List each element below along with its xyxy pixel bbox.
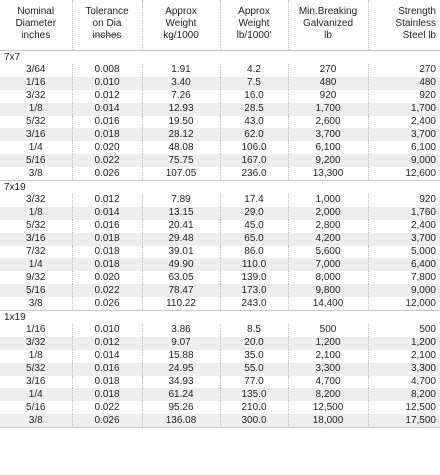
cell-strength-stainless: 2,400 — [368, 116, 440, 129]
cell-approx-weight-kg: 12.93 — [142, 103, 220, 116]
cell-nominal-diameter: 1/8 — [0, 207, 72, 220]
cell-nominal-diameter: 5/32 — [26, 220, 46, 232]
cell-approx-weight-kg: 7.89 — [142, 194, 220, 207]
cell-nominal-diameter: 3/16 — [26, 376, 46, 388]
header-row — [0, 0, 440, 51]
cell-nominal-diameter: 3/32 — [0, 337, 72, 350]
cell-strength-stainless: 5,000 — [368, 246, 440, 259]
cell-strength-stainless: 6,400 — [368, 258, 440, 271]
cell-tolerance-on-dia: 0.018 — [72, 258, 142, 271]
header-min-breaking-galvanized — [288, 0, 368, 51]
cell-nominal-diameter: 1/16 — [0, 77, 72, 90]
cell-tolerance-on-dia: 0.022 — [72, 401, 142, 414]
cell-nominal-diameter: 5/16 — [0, 154, 72, 167]
cell-strength-stainless: 1,200 — [368, 337, 440, 350]
cell-tolerance-on-dia: 0.018 — [72, 233, 142, 246]
header-line: Min.Breaking — [298, 6, 358, 17]
cell-min-breaking-galvanized: 270 — [288, 64, 368, 77]
table-row — [0, 376, 440, 389]
group-label: 7x19 — [0, 181, 440, 195]
cell-nominal-diameter: 9/32 — [26, 271, 46, 283]
cell-approx-weight-kg: 110.22 — [142, 297, 220, 310]
cell-approx-weight-kg: 48.08 — [142, 141, 220, 154]
cell-approx-weight-kg: 15.88 — [142, 350, 220, 363]
table-row — [0, 220, 440, 233]
table-body — [0, 51, 440, 428]
cell-min-breaking-galvanized: 13,300 — [288, 167, 368, 180]
cell-approx-weight-kg: 24.95 — [142, 363, 220, 376]
cell-min-breaking-galvanized: 2,800 — [288, 220, 368, 233]
cell-tolerance-on-dia: 0.014 — [72, 350, 142, 363]
header-line: kg/1000 — [163, 30, 199, 41]
cell-approx-weight-kg: 1.91 — [142, 64, 220, 77]
cell-approx-weight-kg: 28.12 — [142, 128, 220, 141]
cell-tolerance-on-dia: 0.016 — [72, 220, 142, 233]
header-approx-weight-lb — [220, 0, 288, 51]
table-row — [0, 154, 440, 167]
table-row — [0, 64, 440, 77]
table-row — [0, 128, 440, 141]
cell-nominal-diameter: 5/32 — [0, 363, 72, 376]
header-line: Steel lb — [402, 30, 436, 41]
header-line: Diameter — [15, 18, 57, 29]
cell-strength-stainless: 920 — [368, 90, 440, 103]
table-row — [0, 90, 440, 103]
cell-approx-weight-lb: 173.0 — [220, 284, 288, 297]
cell-approx-weight-kg: 107.05 — [142, 167, 220, 180]
cell-strength-stainless: 6,100 — [368, 141, 440, 154]
table-row — [0, 103, 440, 116]
cell-strength-stainless: 12,000 — [368, 297, 440, 310]
header-line: Strength — [398, 6, 436, 17]
cell-approx-weight-lb: 62.0 — [220, 128, 288, 141]
cell-approx-weight-kg: 9.07 — [142, 337, 220, 350]
cell-approx-weight-kg: 136.08 — [142, 414, 220, 427]
cell-approx-weight-lb: 20.0 — [220, 337, 288, 350]
cell-approx-weight-lb: 29.0 — [220, 207, 288, 220]
cell-approx-weight-kg: 39.01 — [142, 246, 220, 259]
header-line: lb/1000' — [236, 30, 272, 41]
cell-approx-weight-lb: 139.0 — [220, 271, 288, 284]
cell-tolerance-on-dia: 0.018 — [72, 388, 142, 401]
cell-nominal-diameter: 5/16 — [26, 401, 46, 413]
header-line: Approx — [165, 6, 197, 17]
cell-nominal-diameter: 3/32 — [26, 90, 46, 102]
cell-strength-stainless: 270 — [368, 64, 440, 77]
group-row — [0, 51, 440, 65]
cell-approx-weight-lb: 17.4 — [220, 194, 288, 207]
cell-approx-weight-lb: 8.5 — [220, 324, 288, 337]
header-line: Tolerance — [85, 6, 129, 17]
cell-nominal-diameter: 1/8 — [28, 350, 43, 362]
header-line: on Dia — [92, 18, 122, 29]
cell-tolerance-on-dia: 0.026 — [72, 297, 142, 310]
cell-approx-weight-kg: 3.40 — [142, 77, 220, 90]
cell-strength-stainless: 12,600 — [368, 167, 440, 180]
cell-strength-stainless: 12,500 — [368, 401, 440, 414]
cell-tolerance-on-dia: 0.026 — [72, 414, 142, 427]
cell-approx-weight-lb: 45.0 — [220, 220, 288, 233]
header-line: Weight — [165, 18, 197, 29]
cell-approx-weight-kg: 20.41 — [142, 220, 220, 233]
table-row — [0, 297, 440, 310]
cell-approx-weight-lb: 110.0 — [220, 258, 288, 271]
cell-tolerance-on-dia: 0.018 — [72, 246, 142, 259]
cell-strength-stainless: 500 — [368, 324, 440, 337]
cell-nominal-diameter: 5/16 — [0, 284, 72, 297]
table-row — [0, 141, 440, 154]
table-row — [0, 271, 440, 284]
cell-strength-stainless: 3,300 — [368, 363, 440, 376]
cell-min-breaking-galvanized: 480 — [288, 77, 368, 90]
cell-min-breaking-galvanized: 9,200 — [288, 154, 368, 167]
cell-approx-weight-kg: 19.50 — [142, 116, 220, 129]
cell-nominal-diameter: 3/64 — [26, 64, 46, 76]
cell-tolerance-on-dia: 0.012 — [72, 194, 142, 207]
header-line: inches — [92, 30, 122, 41]
cell-tolerance-on-dia: 0.008 — [72, 64, 142, 77]
cell-approx-weight-lb: 65.0 — [220, 233, 288, 246]
header-tolerance-on-dia — [72, 0, 142, 51]
table-row — [0, 246, 440, 259]
header-line: Galvanized — [302, 18, 354, 29]
table-row — [0, 284, 440, 297]
cell-strength-stainless: 7,800 — [368, 271, 440, 284]
cell-approx-weight-lb: 210.0 — [220, 401, 288, 414]
cell-strength-stainless: 9,000 — [368, 154, 440, 167]
cell-approx-weight-kg: 95.26 — [142, 401, 220, 414]
table-row — [0, 116, 440, 129]
table-row — [0, 207, 440, 220]
cell-approx-weight-lb: 4.2 — [220, 64, 288, 77]
cell-strength-stainless: 3,700 — [368, 128, 440, 141]
cell-strength-stainless: 1,760 — [368, 207, 440, 220]
cell-nominal-diameter: 3/32 — [26, 194, 46, 206]
header-line: Stainless — [395, 18, 436, 29]
cell-tolerance-on-dia: 0.020 — [72, 141, 142, 154]
table-row — [0, 350, 440, 363]
cell-strength-stainless: 17,500 — [368, 414, 440, 427]
cell-nominal-diameter: 3/16 — [0, 128, 72, 141]
cell-strength-stainless: 2,100 — [368, 350, 440, 363]
table-header — [0, 0, 440, 51]
cell-approx-weight-lb: 86.0 — [220, 246, 288, 259]
header-line: lb — [324, 30, 332, 41]
cell-min-breaking-galvanized: 3,300 — [288, 363, 368, 376]
cell-min-breaking-galvanized: 9,800 — [288, 284, 368, 297]
cell-strength-stainless: 920 — [368, 194, 440, 207]
table-row — [0, 401, 440, 414]
cell-min-breaking-galvanized: 920 — [288, 90, 368, 103]
table-row — [0, 258, 440, 271]
cell-approx-weight-kg: 34.93 — [142, 376, 220, 389]
cell-min-breaking-galvanized: 4,700 — [288, 376, 368, 389]
header-line: inches — [21, 30, 51, 41]
cell-nominal-diameter: 1/8 — [0, 103, 72, 116]
cell-tolerance-on-dia: 0.010 — [72, 324, 142, 337]
table-row — [0, 363, 440, 376]
cell-nominal-diameter: 7/32 — [26, 246, 46, 258]
group-label: 1x19 — [0, 311, 440, 325]
cell-approx-weight-lb: 35.0 — [220, 350, 288, 363]
cell-approx-weight-lb: 167.0 — [220, 154, 288, 167]
cell-nominal-diameter: 1/4 — [0, 388, 72, 401]
cell-strength-stainless: 8,200 — [368, 388, 440, 401]
cell-tolerance-on-dia: 0.014 — [72, 207, 142, 220]
cell-approx-weight-kg: 75.75 — [142, 154, 220, 167]
table-row — [0, 233, 440, 246]
table-row — [0, 414, 440, 427]
cell-min-breaking-galvanized: 2,100 — [288, 350, 368, 363]
cell-approx-weight-kg: 13.15 — [142, 207, 220, 220]
cell-approx-weight-lb: 106.0 — [220, 141, 288, 154]
cell-tolerance-on-dia: 0.020 — [72, 271, 142, 284]
cell-approx-weight-lb: 55.0 — [220, 363, 288, 376]
cell-min-breaking-galvanized: 1,200 — [288, 337, 368, 350]
cell-approx-weight-lb: 28.5 — [220, 103, 288, 116]
cell-min-breaking-galvanized: 5,600 — [288, 246, 368, 259]
cell-nominal-diameter: 3/8 — [28, 297, 43, 309]
cell-approx-weight-lb: 300.0 — [220, 414, 288, 427]
cell-tolerance-on-dia: 0.012 — [72, 90, 142, 103]
group-label: 7x7 — [0, 51, 440, 65]
cell-nominal-diameter: 5/32 — [26, 116, 46, 127]
cell-min-breaking-galvanized: 500 — [288, 324, 368, 337]
cell-approx-weight-kg: 78.47 — [142, 284, 220, 297]
cell-tolerance-on-dia: 0.016 — [72, 363, 142, 376]
cell-min-breaking-galvanized: 1,000 — [288, 194, 368, 207]
cell-approx-weight-lb: 135.0 — [220, 388, 288, 401]
cell-tolerance-on-dia: 0.022 — [72, 154, 142, 167]
cell-min-breaking-galvanized: 4,200 — [288, 233, 368, 246]
cell-min-breaking-galvanized: 8,000 — [288, 271, 368, 284]
table-row — [0, 337, 440, 350]
cell-strength-stainless: 3,700 — [368, 233, 440, 246]
cell-nominal-diameter: 1/4 — [0, 258, 72, 271]
cell-min-breaking-galvanized: 18,000 — [288, 414, 368, 427]
cell-nominal-diameter: 1/16 — [26, 324, 46, 336]
cell-tolerance-on-dia: 0.022 — [72, 284, 142, 297]
cell-tolerance-on-dia: 0.012 — [72, 337, 142, 350]
cell-tolerance-on-dia: 0.014 — [72, 103, 142, 116]
cell-min-breaking-galvanized: 8,200 — [288, 388, 368, 401]
cell-nominal-diameter: 3/16 — [0, 233, 72, 246]
cell-tolerance-on-dia: 0.026 — [72, 167, 142, 180]
cell-min-breaking-galvanized: 12,500 — [288, 401, 368, 414]
header-approx-weight-kg — [142, 0, 220, 51]
cell-tolerance-on-dia: 0.018 — [72, 376, 142, 389]
cell-approx-weight-lb: 77.0 — [220, 376, 288, 389]
table-row — [0, 324, 440, 337]
cell-approx-weight-lb: 243.0 — [220, 297, 288, 310]
group-row — [0, 181, 440, 195]
cell-approx-weight-kg: 63.05 — [142, 271, 220, 284]
cell-min-breaking-galvanized: 6,100 — [288, 141, 368, 154]
cell-approx-weight-kg: 29.48 — [142, 233, 220, 246]
cell-approx-weight-kg: 7.26 — [142, 90, 220, 103]
cell-min-breaking-galvanized: 2,000 — [288, 207, 368, 220]
cell-approx-weight-lb: 43.0 — [220, 116, 288, 129]
cell-approx-weight-lb: 7.5 — [220, 77, 288, 90]
cell-strength-stainless: 1,700 — [368, 103, 440, 116]
cell-min-breaking-galvanized: 1,700 — [288, 103, 368, 116]
header-line: Weight — [238, 18, 270, 29]
cell-nominal-diameter: 3/8 — [28, 167, 43, 179]
cell-strength-stainless: 480 — [368, 77, 440, 90]
table-row — [0, 194, 440, 207]
group-row — [0, 311, 440, 325]
cell-nominal-diameter: 1/4 — [28, 141, 43, 153]
cell-min-breaking-galvanized: 14,400 — [288, 297, 368, 310]
cell-min-breaking-galvanized: 3,700 — [288, 128, 368, 141]
cell-strength-stainless: 9,000 — [368, 284, 440, 297]
cell-approx-weight-lb: 236.0 — [220, 167, 288, 180]
table-row — [0, 77, 440, 90]
cell-approx-weight-lb: 16.0 — [220, 90, 288, 103]
cell-approx-weight-kg: 61.24 — [142, 388, 220, 401]
cell-min-breaking-galvanized: 7,000 — [288, 258, 368, 271]
header-line: Approx — [238, 6, 270, 17]
header-strength-stainless — [368, 0, 440, 51]
header-line: Nominal — [17, 6, 55, 17]
table-row — [0, 388, 440, 401]
cell-tolerance-on-dia: 0.010 — [72, 77, 142, 90]
cell-strength-stainless: 4,700 — [368, 376, 440, 389]
cell-approx-weight-kg: 3.86 — [142, 324, 220, 337]
header-nominal-diameter — [0, 0, 72, 51]
table-row — [0, 167, 440, 180]
cell-tolerance-on-dia: 0.016 — [72, 116, 142, 129]
cell-nominal-diameter: 3/8 — [0, 414, 72, 427]
cell-tolerance-on-dia: 0.018 — [72, 128, 142, 141]
cell-approx-weight-kg: 49.90 — [142, 258, 220, 271]
cell-strength-stainless: 2,400 — [368, 220, 440, 233]
cell-min-breaking-galvanized: 2,600 — [288, 116, 368, 129]
